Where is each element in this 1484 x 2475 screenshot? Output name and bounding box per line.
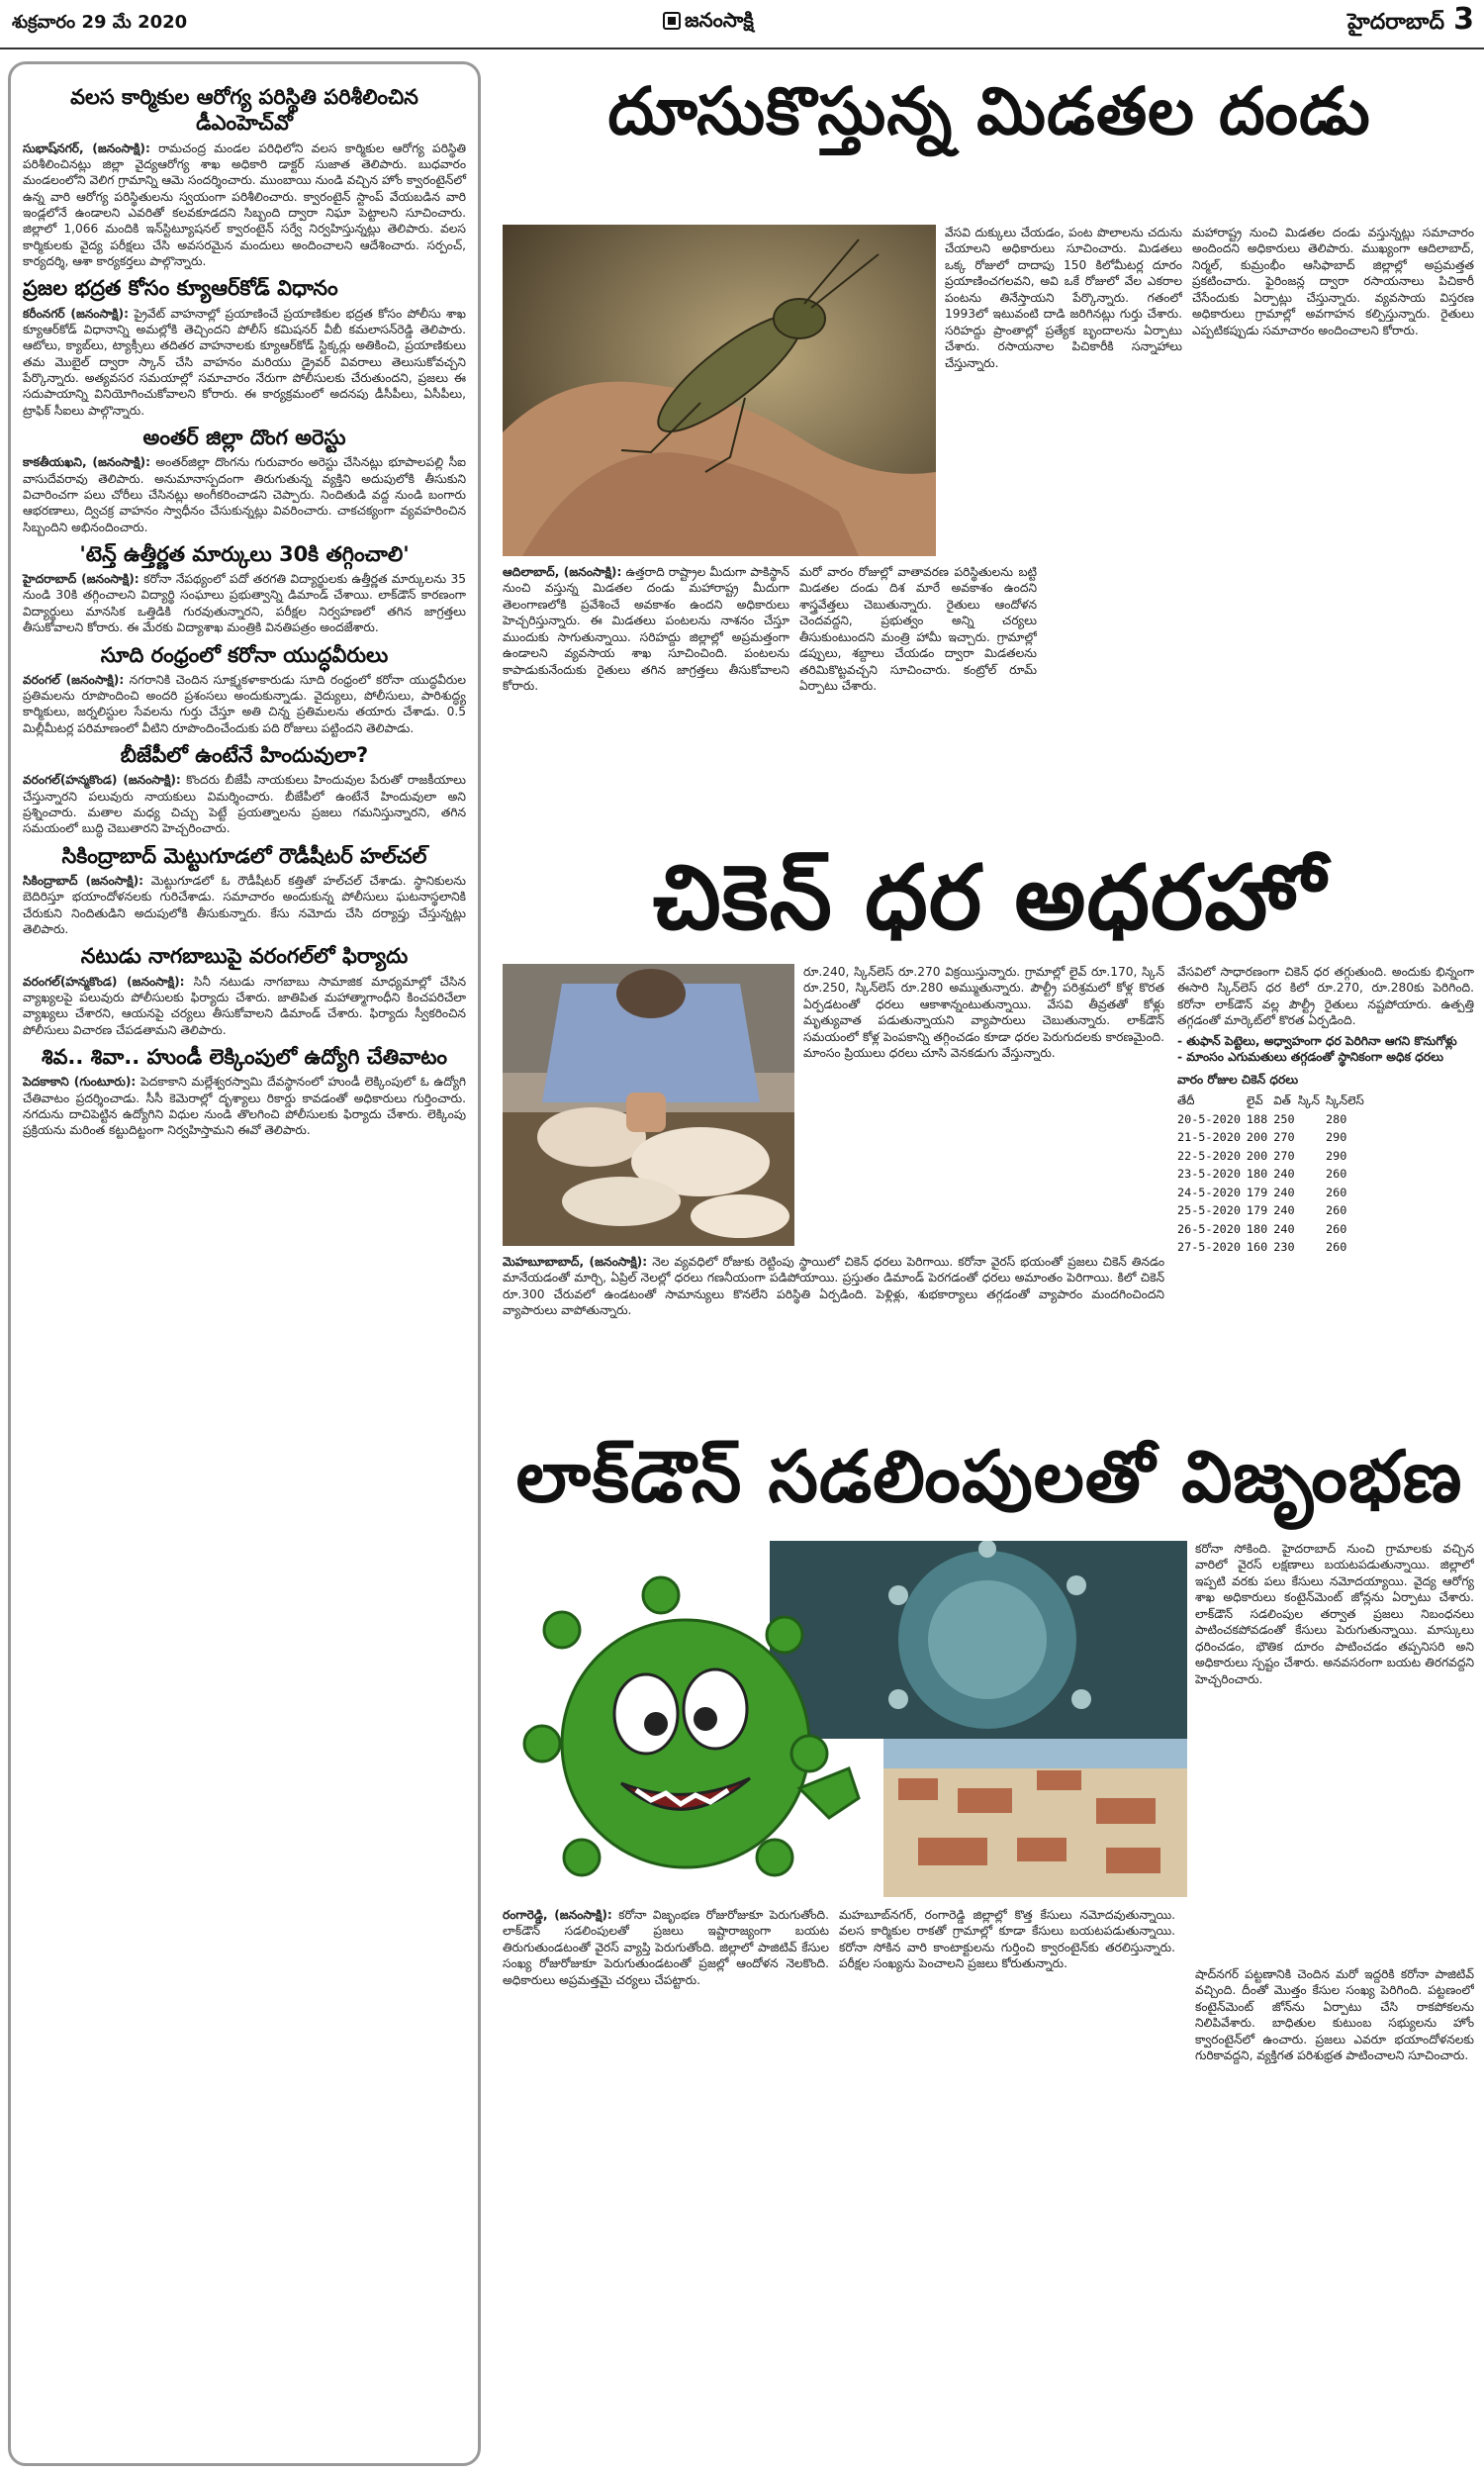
table-cell: 180: [1246, 1221, 1268, 1236]
price-table-title: వారం రోజుల చికెన్ ధరలు: [1177, 1072, 1299, 1087]
table-cell: 20-5-2020: [1177, 1111, 1241, 1126]
article-headline: అంతర్ జిల్లా దొంగ అరెస్టు: [142, 425, 346, 449]
chicken-story-right: రూ.240, స్కిన్‌లెస్ రూ.270 విక్రయిస్తున్నారు. గ్రామాల్లో లైవ్ రూ.170, స్కిన్ రూ.250, స్కిన్‌లెస్ రూ.280 అమ్ముతున్నారు. పౌల్ట్రీ పరిశ్రమలో కోళ్ల కొరత ఏర్పడటంతో ధరలు ఆకాశాన్నంటుతున్నాయి. వేసవి తీవ్రతతో కోళ్లు మృత్యువాత పడుతున్నాయని వ్యాపారులు చెబుతున్నారు. లాక్‌డౌన్ సమయంలో కోళ్ల పెంపకాన్ని తగ్గించడం కూడా ధరల పెరుగుదలకు కారణమైంది. మాంసం ప్రియులు ధరలు చూసి వెనకడుగు వేస్తున్నారు.: [803, 965, 1164, 1061]
sidebar-news-column: [8, 61, 481, 2466]
locust-story-col4: మహారాష్ట్ర నుంచి మిడతల దండు వస్తున్నట్లు సమాచారం అందిందని అధికారులు తెలిపారు. ముఖ్యంగా ఆదిలాబాద్, నిర్మల్, కుమ్రంభీం ఆసిఫాబాద్ జిల్లాల్లో అప్రమత్తత ప్రకటించారు. ఫైరింజన్ల ద్వారా రసాయనాలు పిచికారీ చేసేందుకు ఏర్పాట్లు చేస్తున్నారు. వ్యవసాయ విస్తరణ అధికారులు గ్రామాల్లో అవగాహన కల్పిస్తున్నారు. రైతులు ఎప్పటికప్పుడు సమాచారం అందించాలని కోరారు.: [1192, 226, 1474, 337]
article-headline: 'టెన్త్ ఉత్తీర్ణత మార్కులు 30కి తగ్గించాలి': [79, 541, 410, 566]
table-row: [1177, 1110, 1370, 1129]
article-dateline: హైదరాబాద్ (జనంసాక్షి):: [23, 572, 139, 587]
article-body: [23, 772, 466, 836]
issue-date: శుక్రవారం 29 మే 2020: [12, 12, 188, 33]
chicken-price-table: [1177, 1092, 1370, 1257]
article-headline: సికింద్రాబాద్ మెట్టుగూడలో రౌడీషీటర్ హల్‌చల్: [61, 843, 427, 868]
coronavirus-cartoon-image: [503, 1541, 1187, 1897]
article-text: సినీ నటుడు నాగబాబు సామాజిక మాధ్యమాల్లో చేసిన వ్యాఖ్యలపై పలువురు పోలీసులకు ఫిర్యాదు చేశారు. జాతిపిత మహాత్మాగాంధీని కించపరిచేలా వ్యాఖ్యలు చేశారని, ఆయనపై చర్యలు తీసుకోవాలని డిమాండ్ చేశారు. ఫిర్యాదు స్వీకరించిన పోలీసులు విచారణ చేపడతామని తెలిపారు.: [23, 974, 467, 1037]
chicken-sidebar-text: వేసవిలో సాధారణంగా చికెన్ ధర తగ్గుతుంది. అందుకు భిన్నంగా ఈసారి స్కిన్‌లెస్ ధర కిలో రూ.270, రూ.280కు పెరిగింది. కరోనా లాక్‌డౌన్ వల్ల పౌల్ట్రీ రైతులు నష్టపోయారు. ఉత్పత్తి తగ్గడంతో మార్కెట్‌లో కొరత ఏర్పడింది.: [1177, 965, 1474, 1028]
table-header-cell: స్కిన్‌లెస్: [1326, 1094, 1364, 1108]
table-row: [1177, 1147, 1370, 1166]
table-cell: 23-5-2020: [1177, 1167, 1241, 1182]
table-row: [1177, 1220, 1370, 1239]
table-cell: 179: [1246, 1203, 1268, 1218]
table-header-cell: లైవ్: [1246, 1094, 1263, 1108]
story-text: కరోనా విజృంభణ రోజురోజుకూ పెరుగుతోంది. లాక్‌డౌన్ సడలింపులతో ప్రజలు ఇష్టారాజ్యంగా బయట తిరుగుతుండటంతో వైరస్ వ్యాప్తి పెరుగుతోంది. జిల్లాలో పాజిటివ్ కేసుల సంఖ్య రోజురోజుకూ పెరుగుతుండటంతో ప్రజల్లో ఆందోళన నెలకొంది. అధికారులు అప్రమత్తమై చర్యలు చేపట్టారు.: [503, 1908, 829, 1987]
chicken-photo: [503, 964, 794, 1246]
sidebar-article: [23, 843, 466, 938]
sidebar-article: [23, 541, 466, 636]
page-header: [0, 0, 1484, 49]
edition-city: హైదరాబాద్: [1347, 10, 1444, 35]
story-text: నెల వ్యవధిలో రోజుకు రెట్టింపు స్థాయిలో చికెన్ ధరలు పెరిగాయి. కరోనా వైరస్ భయంతో ప్రజలు చికెన్ తినడం మానేయడంతో మార్చి, ఏప్రిల్ నెలల్లో ధరలు గణనీయంగా పడిపోయాయి. ప్రస్తుతం డిమాండ్ పెరగడంతో ధరలు అమాంతం పెరిగాయి. కిలో చికెన్ రూ.300 చేరువలో ఉండటంతో సామాన్యులు కొనలేని పరిస్థితి ఏర్పడింది. పెళ్లిళ్లు, శుభకార్యాలు తగ్గడంతో వ్యాపారం మందగించిందని వ్యాపారులు వాపోతున్నారు.: [503, 1255, 1164, 1318]
table-cell: 21-5-2020: [1177, 1130, 1241, 1145]
article-text: అంతర్‌జిల్లా దొంగను గురువారం అరెస్టు చేసినట్లు భూపాలపల్లి సీఐ వాసుదేవరావు తెలిపారు. అనుమానాస్పదంగా తిరుగుతున్న వ్యక్తిని అదుపులోకి తీసుకుని విచారించగా పలు చోరీలు చేసినట్లు అంగీకరించాడని చెప్పారు. నిందితుడి వద్ద నుండి బంగారు ఆభరణాలు, ద్విచక్ర వాహనం స్వాధీనం చేసుకున్నట్లు వివరించారు. చాకచక్యంగా వ్యవహరించిన సిబ్బందిని అభినందించారు.: [23, 455, 466, 534]
table-cell: 240: [1273, 1185, 1295, 1199]
table-cell: 240: [1273, 1221, 1295, 1236]
sidebar-article: [23, 742, 466, 837]
table-cell: 260: [1326, 1203, 1347, 1218]
locust-story-col2: వేసవి దుక్కులు చేయడం, పంట పొలాలను చదును చేయాలని అధికారులు సూచించారు. మిడతలు ఒక్క రోజులో దాదాపు 150 కిలోమీటర్ల దూరం ప్రయాణించగలవని, అవి ఒకే రోజులో వేల ఎకరాల పంటను తినేస్తాయని పేర్కొన్నారు. గతంలో 1993లో ఇటువంటి దాడి జరిగినట్లు గుర్తు చేశారు. సరిహద్దు ప్రాంతాల్లో ప్రత్యేక బృందాలను ఏర్పాటు చేశారు. రసాయనాల పిచికారీకి సన్నాహాలు చేస్తున్నారు.: [945, 226, 1182, 370]
table-cell: 250: [1273, 1111, 1295, 1126]
story-text: ఉత్తరాది రాష్ట్రాల మీదుగా పాకిస్థాన్ నుంచి వస్తున్న మిడతల దండు మహారాష్ట్ర మీదుగా తెలంగాణలోకి ప్రవేశించే అవకాశం ఉందని అధికారులు హెచ్చరిస్తున్నారు. ఈ మిడతలు పంటలను నాశనం చేస్తూ ముందుకు సాగుతున్నాయి. సరిహద్దు జిల్లాల్లో అప్రమత్తంగా ఉండాలని వ్యవసాయ శాఖ సూచించింది. పంటలను కాపాడుకునేందుకు రైతులు తగిన జాగ్రత్తలు తీసుకోవాలని కోరారు.: [503, 565, 789, 694]
table-row: [1177, 1165, 1370, 1184]
table-cell: 200: [1246, 1130, 1268, 1145]
chicken-sidebar: [1177, 964, 1474, 1493]
article-body: [23, 571, 466, 635]
masthead-logo-icon: [663, 12, 681, 30]
table-cell: 22-5-2020: [1177, 1148, 1241, 1163]
article-dateline: కరీంనగర్ (జనంసాక్షి):: [23, 306, 129, 321]
virus-illustration: [503, 1541, 1187, 1897]
table-cell: 260: [1326, 1167, 1347, 1182]
article-dateline: సికింద్రాబాద్ (జనంసాక్షి):: [23, 874, 144, 888]
table-cell: 27-5-2020: [1177, 1240, 1241, 1255]
lockdown-story-col2: మహబూబ్‌నగర్, రంగారెడ్డి జిల్లాల్లో కొత్త కేసులు నమోదవుతున్నాయి. వలస కార్మికుల రాకతో గ్రామాల్లో కూడా కేసులు బయటపడుతున్నాయి. కరోనా సోకిన వారి కాంటాక్టులను గుర్తించి క్వారంటైన్‌కు తరలిస్తున్నారు. పరీక్షల సంఖ్యను పెంచాలని ప్రజలు కోరుతున్నారు.: [839, 1908, 1175, 1971]
main-content: [495, 61, 1476, 2466]
article-headline: సూది రంధ్రంలో కరోనా యుద్ధవీరులు: [100, 642, 389, 667]
table-cell: 200: [1246, 1148, 1268, 1163]
lockdown-side-column: కరోనా సోకింది. హైదరాబాద్ నుంచి గ్రామాలకు వచ్చిన వారిలో వైరస్ లక్షణాలు బయటపడుతున్నాయి. జిల్లాలో ఇప్పటి వరకు పలు కేసులు నమోదయ్యాయి. వైద్య ఆరోగ్య శాఖ అధికారులు కంటైన్‌మెంట్ జోన్లను ఏర్పాటు చేశారు. లాక్‌డౌన్ సడలింపుల తర్వాత ప్రజలు నిబంధనలు పాటించకపోవడంతో కేసులు పెరుగుతున్నాయి. మాస్కులు ధరించడం, భౌతిక దూరం పాటించడం తప్పనిసరి అని అధికారులు స్పష్టం చేశారు. అనవసరంగా బయట తిరగవద్దని హెచ్చరించారు.: [1195, 1542, 1474, 1686]
article-body: [23, 873, 466, 937]
story-dateline: రంగారెడ్డి, (జనంసాక్షి):: [503, 1908, 612, 1922]
story-dateline: మెహబూబాబాద్, (జనంసాక్షి):: [503, 1255, 648, 1269]
article-body: [23, 306, 466, 419]
article-text: ప్రైవేట్ వాహనాల్లో ప్రయాణించే ప్రయాణికుల భద్రత కోసం పోలీసు శాఖ క్యూఆర్‌కోడ్ విధానాన్ని అమల్లోకి తెచ్చిందని పోలీస్ కమిషనర్ వీబీ కమలాసన్‌రెడ్డి తెలిపారు. ఆటోలు, క్యాబ్‌లు, ట్యాక్సీలు తదితర వాహనాలకు క్యూఆర్‌కోడ్ స్టిక్కర్లు అతికించి, ప్రయాణికులు తమ మొబైల్ ద్వారా స్కాన్ చేసి వాహనం మరియు డ్రైవర్ వివరాలు తెలుసుకోవచ్చని పేర్కొన్నారు. అత్యవసర సమయాల్లో సమాచారం నేరుగా పోలీసులకు చేరుతుందని, ప్రజలు ఈ సదుపాయాన్ని వినియోగించుకోవాలని కోరారు. ఈ కార్యక్రమంలో అదనపు డీసీపీలు, ఏసీపీలు, ట్రాఫిక్ సీఐలు పాల్గొన్నారు.: [23, 306, 467, 418]
table-cell: 179: [1246, 1185, 1268, 1199]
page-number: 3: [1453, 2, 1474, 37]
table-cell: 25-5-2020: [1177, 1203, 1241, 1218]
table-header-cell: తేదీ: [1177, 1094, 1195, 1108]
article-headline: బీజేపీలో ఉంటేనే హిందువులా?: [120, 743, 369, 768]
table-row: [1177, 1184, 1370, 1202]
article-body: [23, 1074, 466, 1138]
article-dateline: వరంగల్ (జనంసాక్షి):: [23, 672, 125, 687]
table-cell: 230: [1273, 1240, 1295, 1255]
locust-on-hand-image: [503, 225, 936, 556]
locust-headline: దూసుకొస్తున్న మిడతల దండు: [607, 72, 1371, 149]
lockdown-headline: లాక్‌డౌన్ సడలింపులతో విజృంభణ: [515, 1434, 1463, 1518]
article-text: రామచంద్ర మండల పరిధిలోని వలస కార్మికుల ఆరోగ్య పరిస్థితి పరిశీలించినట్లు జిల్లా వైద్యఆరోగ్య శాఖ అధికారి డాక్టర్ సుజాత తెలిపారు. బుధవారం మండలంలోని వెలిగ గ్రామాన్ని ఆమె సందర్శించారు. ముంబాయి నుండి వచ్చిన హోం క్వారంటైన్‌లో ఉన్న వారి ఆరోగ్య పరిస్థితులను స్వయంగా పరిశీలించారు. క్వారంటైన్ స్టాంప్ వేయబడిన వారి ఇండ్లలోనే ఉండాలని ఎవరితో కలవకూడదని సిబ్బంది ద్వారా నిఘా పెట్టాలని సూచించారు. జిల్లాలో 1,066 మందికి ఇన్‌స్టిట్యూషనల్ క్వారంటైన్ సర్వే నిర్వహిస్తున్నట్లు తెలిపారు. వలస కార్మికులకు వైద్య పరీక్షలు చేసి అవసరమైన మందులు అందించాలని ఆదేశించారు. సర్పంచ్, కార్యదర్శి, ఆశా కార్యకర్తలు పాల్గొన్నారు.: [23, 141, 467, 268]
article-text: నగరానికి చెందిన సూక్ష్మకళాకారుడు సూది రంధ్రంలో కరోనా యుద్ధవీరుల ప్రతిమలను రూపొందించి అందరి ప్రశంసలు అందుకున్నాడు. వైద్యులు, పోలీసులు, పారిశుద్ధ్య కార్మికులు, జర్నలిస్టుల సేవలను గుర్తు చేస్తూ అతి చిన్న ప్రతిమలను తయారు చేశాడు. 0.5 మిల్లీమీటర్ల పరిమాణంలో వీటిని రూపొందించేందుకు పది రోజులు పట్టిందని తెలిపాడు.: [23, 672, 466, 735]
table-cell: 180: [1246, 1167, 1268, 1182]
table-header-row: [1177, 1092, 1370, 1110]
story-dateline: ఆదిలాబాద్, (జనంసాక్షి):: [503, 565, 622, 579]
article-dateline: సుభాష్‌నగర్, (జనంసాక్షి):: [23, 141, 150, 155]
article-text: పెదకాకాని మల్లేశ్వరస్వామి దేవస్థానంలో హుండీ లెక్కింపులో ఓ ఉద్యోగి చేతివాటం ప్రదర్శించాడు. సీసీ కెమెరాల్లో దృశ్యాలు రికార్డు కావడంతో అధికారులు గుర్తించారు. నగదును దాచిపెట్టిన ఉద్యోగిని విధుల నుండి తొలగించి పోలీసులకు ఫిర్యాదు చేశారు. లెక్కింపు ప్రక్రియను మరింత కట్టుదిట్టంగా నిర్వహిస్తామని ఈవో తెలిపారు.: [23, 1075, 467, 1138]
butcher-cutting-chicken-image: [503, 964, 794, 1246]
chicken-bullet: - మాంసం ఎగుమతులు తగ్గడంతో స్థానికంగా అధిక ధరలు: [1177, 1050, 1443, 1065]
article-body: [23, 672, 466, 736]
table-cell: 260: [1326, 1185, 1347, 1199]
table-cell: 240: [1273, 1167, 1295, 1182]
table-header-cell: విత్ స్కిన్: [1273, 1094, 1320, 1108]
chicken-headline: చికెన్ ధర అధరహో: [652, 845, 1327, 950]
sidebar-article: [23, 1044, 466, 1139]
table-cell: 290: [1326, 1148, 1347, 1163]
table-cell: 240: [1273, 1203, 1295, 1218]
table-cell: 270: [1273, 1148, 1295, 1163]
table-cell: 160: [1246, 1240, 1268, 1255]
sidebar-article: [23, 943, 466, 1038]
lockdown-story-col1: [503, 1907, 829, 2461]
article-dateline: వరంగల్(హన్మకొండ) (జనంసాక్షి):: [23, 974, 185, 989]
table-cell: 270: [1273, 1130, 1295, 1145]
table-cell: 24-5-2020: [1177, 1185, 1241, 1199]
table-cell: 260: [1326, 1221, 1347, 1236]
article-body: [23, 974, 466, 1038]
sidebar-article: [23, 425, 466, 535]
article-text: కొందరు బీజేపీ నాయకులు హిందువుల పేరుతో రాజకీయాలు చేస్తున్నారని పలువురు నాయకులు విమర్శించారు. బీజేపీలో ఉంటేనే హిందువులా అని ప్రశ్నించారు. మతాల మధ్య చిచ్చు పెట్టే ప్రయత్నాలను ప్రజలు గమనిస్తున్నారని, తగిన సమయంలో బుద్ధి చెబుతారని హెచ్చరించారు.: [23, 773, 467, 836]
article-headline: నటుడు నాగబాబుపై వరంగల్‌లో ఫిర్యాదు: [80, 944, 409, 969]
table-cell: 26-5-2020: [1177, 1221, 1241, 1236]
table-cell: 260: [1326, 1240, 1347, 1255]
locust-story-col3: మరో వారం రోజుల్లో వాతావరణ పరిస్థితులను బట్టి మిడతల దండు దిశ మారే అవకాశం ఉందని శాస్త్రవేత్తలు చెబుతున్నారు. రైతులు ఆందోళన చెందవద్దని, ప్రభుత్వం అన్ని చర్యలు తీసుకుంటుందని మంత్రి హామీ ఇచ్చారు. గ్రామాల్లో డప్పులు, శబ్దాలు చేయడం ద్వారా మిడతలను తరిమికొట్టవచ్చని సూచించారు. కంట్రోల్ రూమ్ ఏర్పాటు చేశారు.: [799, 565, 1037, 694]
article-dateline: కాకతీయఖని, (జనంసాక్షి):: [23, 455, 150, 470]
sidebar-article: [23, 84, 466, 269]
table-row: [1177, 1238, 1370, 1257]
locust-photo: [503, 225, 936, 556]
article-text: మెట్టుగూడలో ఓ రౌడీషీటర్ కత్తితో హల్‌చల్ చేశాడు. స్థానికులను బెదిరిస్తూ భయాందోళనలకు గురిచేశాడు. సమాచారం అందుకున్న పోలీసులు ఘటనాస్థలానికి చేరుకుని నిందితుడిని అదుపులోకి తీసుకున్నారు. కేసు నమోదు చేసి దర్యాప్తు చేస్తున్నట్లు తెలిపారు.: [23, 874, 466, 937]
chicken-bullet: - తుఫాన్ పెట్టెలు, అధ్వాహంగా ధర పెరిగినా ఆగని కొనుగోళ్లు: [1177, 1033, 1457, 1048]
article-text: కరోనా నేపథ్యంలో పదో తరగతి విద్యార్థులకు ఉత్తీర్ణత మార్కులను 35 నుండి 30కి తగ్గించాలని విద్యార్థి సంఘాలు ప్రభుత్వాన్ని డిమాండ్ చేశాయి. లాక్‌డౌన్ కారణంగా విద్యార్థులు మానసిక ఒత్తిడికి గురవుతున్నారని, పరీక్షల నిర్వహణలో తగిన జాగ్రత్తలు తీసుకోవాలని కోరారు. ఈ మేరకు విద్యాశాఖ మంత్రికి వినతిపత్రం అందజేశారు.: [23, 572, 466, 635]
sidebar-article: [23, 642, 466, 737]
article-dateline: వరంగల్(హన్మకొండ) (జనంసాక్షి):: [23, 773, 181, 788]
masthead-name: జనంసాక్షి: [685, 8, 754, 32]
article-dateline: పెదకాకాని (గుంటూరు):: [23, 1075, 137, 1090]
table-row: [1177, 1128, 1370, 1147]
masthead: [663, 8, 754, 37]
article-headline: వలస కార్మికుల ఆరోగ్య పరిస్థితి పరిశీలించిన డీఎంహెచ్‌వో: [70, 85, 418, 136]
table-cell: 290: [1326, 1130, 1347, 1145]
article-body: [23, 454, 466, 535]
article-headline: శివ.. శివా.. హుండీ లెక్కింపులో ఉద్యోగి చేతివాటం: [41, 1045, 448, 1069]
sidebar-article: [23, 275, 466, 419]
article-body: [23, 141, 466, 270]
table-cell: 188: [1246, 1111, 1268, 1126]
table-cell: 280: [1326, 1111, 1347, 1126]
article-headline: ప్రజల భద్రత కోసం క్యూఆర్‌కోడ్ విధానం: [23, 276, 338, 301]
lockdown-story-col3: షాద్‌నగర్ పట్టణానికి చెందిన మరో ఇద్దరికి కరోనా పాజిటివ్ వచ్చింది. దీంతో మొత్తం కేసుల సంఖ్య పెరిగింది. పట్టణంలో కంటైన్‌మెంట్ జోన్‌ను ఏర్పాటు చేసి రాకపోకలను నిలిపివేశారు. బాధితుల కుటుంబ సభ్యులను హోం క్వారంటైన్‌లో ఉంచారు. ప్రజలు ఎవరూ భయాందోళనలకు గురికావద్దని, వ్యక్తిగత పరిశుభ్రత పాటించాలని సూచించారు.: [1195, 1967, 1474, 2063]
table-row: [1177, 1201, 1370, 1220]
